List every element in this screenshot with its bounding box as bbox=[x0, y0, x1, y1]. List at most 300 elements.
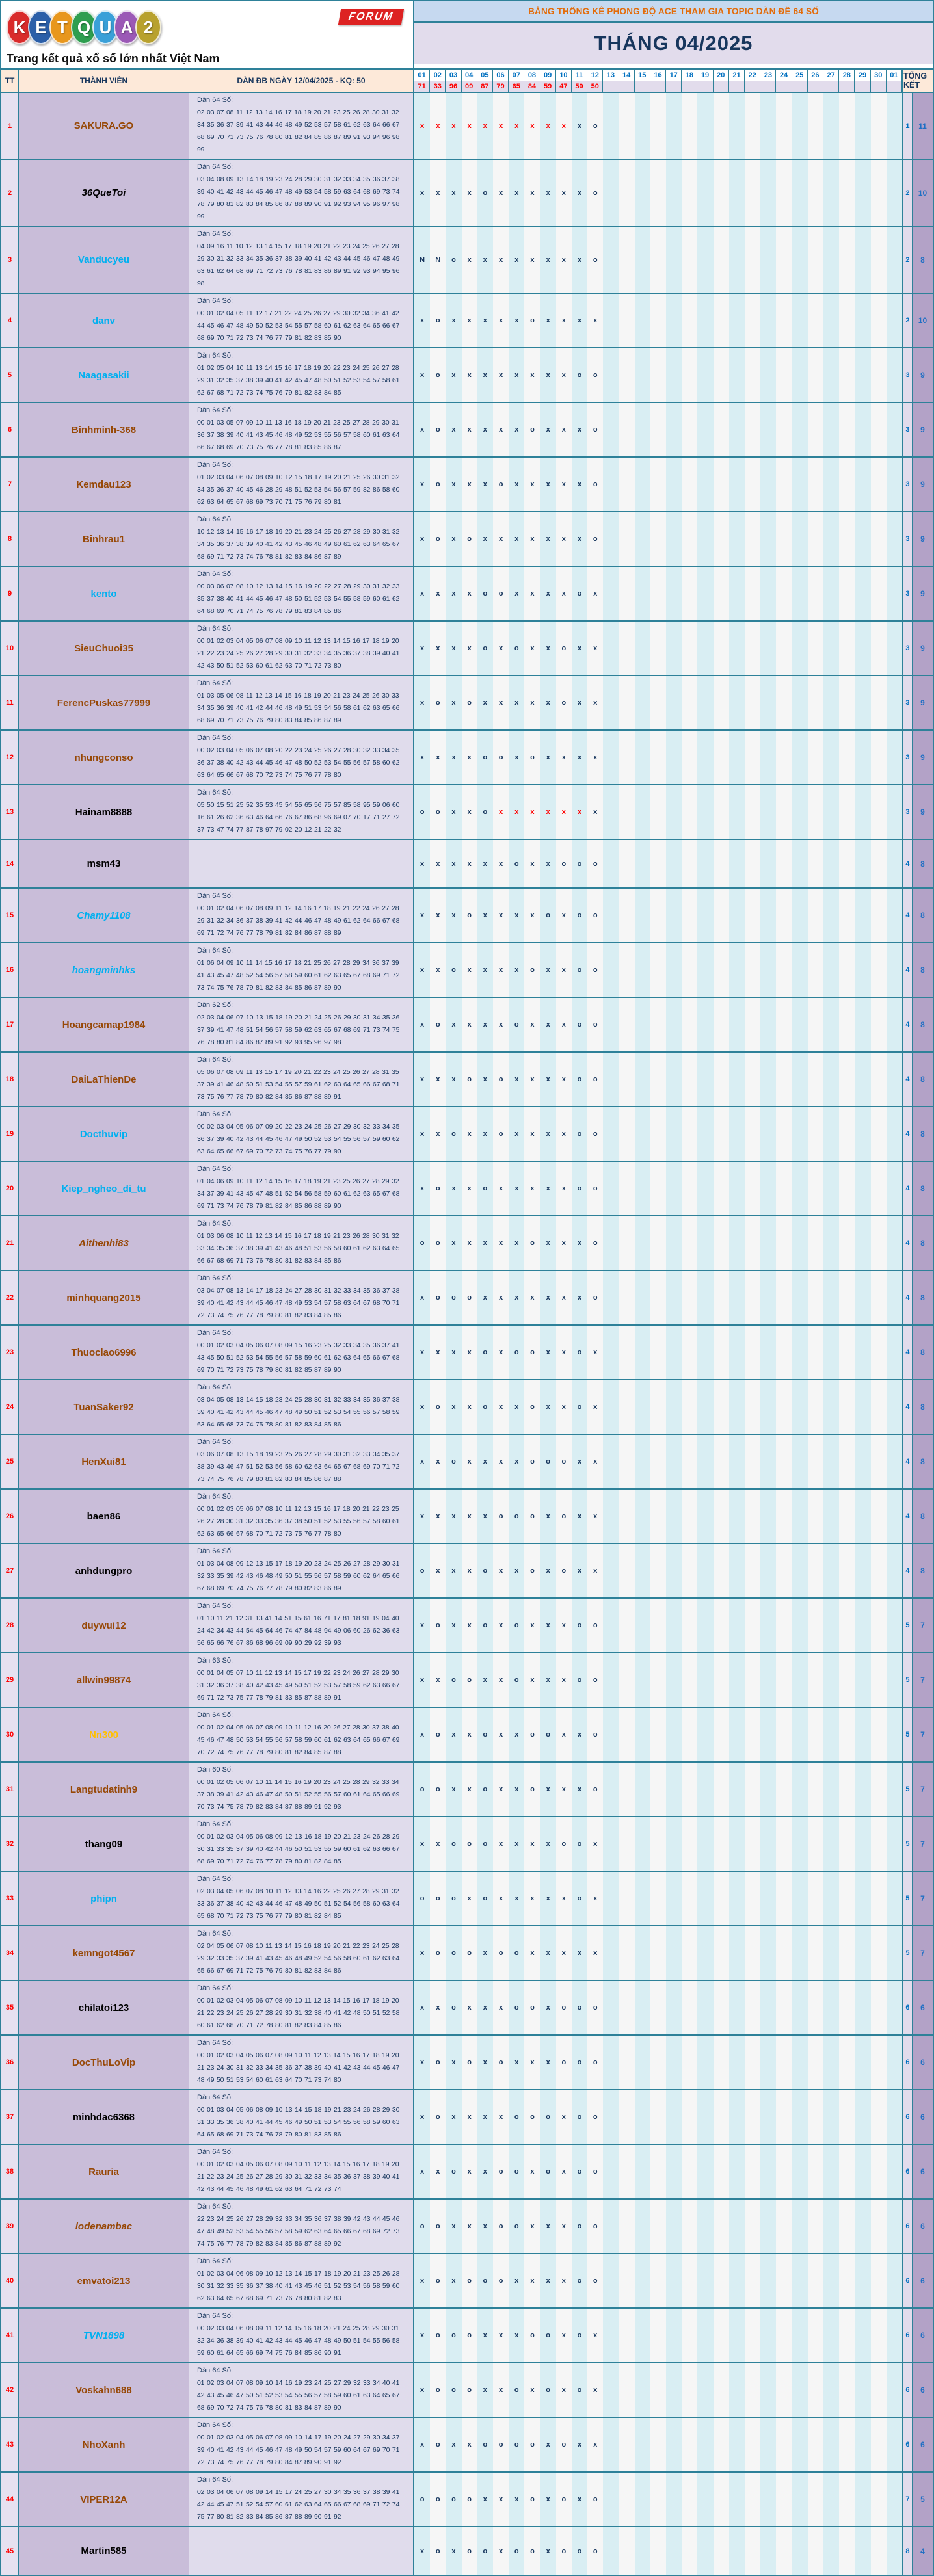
wins-cell: 4 bbox=[902, 998, 913, 1051]
day-mark-cell bbox=[603, 227, 619, 293]
day-mark-cell bbox=[887, 998, 902, 1051]
day-mark-cell: x bbox=[556, 512, 572, 566]
day-mark-cell: x bbox=[477, 889, 493, 942]
table-header bbox=[1, 68, 933, 92]
day-mark-cell bbox=[603, 1763, 619, 1816]
day-mark-cell bbox=[839, 840, 855, 887]
day-mark-cell bbox=[729, 1326, 745, 1379]
numbers-list: 01 10 11 21 12 31 13 41 14 51 15 61 16 71 17 81 18 91 19 04 40 24 42 34 43 44 54 45 64 46 74 47 84 48 94 49 06 60 26 62 36 63 56 65 66 76 67 86 68 96 69 09 90 29 92 39 93 bbox=[197, 1614, 400, 1647]
day-mark-cell bbox=[666, 2200, 682, 2253]
day-mark-cell bbox=[603, 840, 619, 887]
day-mark-cell bbox=[823, 1872, 839, 1925]
day-mark-cell bbox=[619, 1216, 635, 1270]
numbers-list: 00 01 02 04 06 07 08 09 11 12 14 16 17 18 19 21 22 24 26 27 28 29 31 32 34 36 37 38 39 41 42 44 46 47 48 49 61 62 64 66 67 68 69 71 72 74 76 77 78 79 81 82 84 86 87 88 89 bbox=[197, 904, 400, 937]
day-mark-cell: o bbox=[477, 1326, 493, 1379]
day-mark-cell bbox=[808, 160, 823, 226]
member-name[interactable]: duywui12 bbox=[19, 1599, 189, 1652]
day-mark-cell bbox=[603, 1872, 619, 1925]
numbers-label: Dàn 60 Số: bbox=[197, 1766, 233, 1774]
day-mark-cell bbox=[823, 731, 839, 784]
day-mark-cell bbox=[871, 731, 887, 784]
numbers-list: 01 03 04 08 09 12 13 15 17 18 19 20 23 24 25 26 27 28 29 30 31 32 33 35 39 42 43 46 48 49 50 51 55 56 57 58 59 60 62 64 65 66 67 68 69 70 74 75 76 77 78 79 80 82 83 86 89 bbox=[197, 1560, 400, 1592]
day-mark-cell bbox=[714, 1708, 729, 1761]
day-mark-cell: x bbox=[477, 2309, 493, 2362]
day-mark-cell: x bbox=[509, 227, 524, 293]
day-mark-cell bbox=[729, 160, 745, 226]
numbers-label: Dàn 64 Số: bbox=[197, 1056, 233, 1064]
numbers-label: Dàn 64 Số: bbox=[197, 96, 233, 104]
logo-letter-icon: 2 bbox=[135, 10, 161, 44]
member-name[interactable]: msm43 bbox=[19, 840, 189, 887]
day-mark-cell: x bbox=[446, 403, 461, 456]
day-mark-cell bbox=[871, 943, 887, 997]
kq-result-cell: 96 bbox=[446, 81, 461, 92]
day-mark-cell: o bbox=[587, 1053, 603, 1106]
day-mark-cell bbox=[839, 512, 855, 566]
member-name[interactable]: SAKURA.GO bbox=[19, 93, 189, 159]
day-mark-cell: x bbox=[540, 2200, 556, 2253]
day-mark-cell bbox=[603, 2363, 619, 2417]
day-mark-cell bbox=[635, 1763, 650, 1816]
day-mark-cell bbox=[729, 1872, 745, 1925]
day-mark-cell bbox=[776, 1271, 792, 1324]
day-mark-cell bbox=[745, 1708, 760, 1761]
day-mark-cell bbox=[887, 2254, 902, 2307]
member-name[interactable]: Nn300 bbox=[19, 1708, 189, 1761]
numbers-list: 01 04 06 09 10 11 12 14 15 16 17 18 19 21 23 25 26 27 28 29 32 34 37 39 41 43 45 47 48 51 52 54 56 58 59 60 61 62 63 65 67 68 69 71 73 74 76 78 79 81 82 84 85 86 88 89 90 bbox=[197, 1177, 400, 1210]
day-mark-cell bbox=[635, 943, 650, 997]
day-mark-cell bbox=[839, 1435, 855, 1488]
member-name[interactable]: hoangminhks bbox=[19, 943, 189, 997]
day-mark-cell: x bbox=[414, 1599, 430, 1652]
member-name[interactable]: TVN1898 bbox=[19, 2309, 189, 2362]
day-mark-cell bbox=[760, 2363, 776, 2417]
day-mark-cell bbox=[871, 1326, 887, 1379]
day-mark-cell bbox=[697, 1490, 713, 1543]
day-mark-cell: o bbox=[430, 403, 446, 456]
member-name[interactable]: 36QueToi bbox=[19, 160, 189, 226]
member-name[interactable]: lodenambac bbox=[19, 2200, 189, 2253]
day-mark-cell: x bbox=[493, 512, 509, 566]
numbers-label: Dàn 64 Số: bbox=[197, 2148, 233, 2156]
day-mark-cell: x bbox=[446, 2090, 461, 2144]
numbers-cell bbox=[189, 1544, 414, 1597]
day-mark-cell bbox=[635, 2309, 650, 2362]
day-mark-cell bbox=[635, 2418, 650, 2471]
day-mark-cell bbox=[682, 2418, 697, 2471]
member-name[interactable]: Docthuvip bbox=[19, 1107, 189, 1161]
day-mark-cell bbox=[808, 676, 823, 729]
day-mark-cell: x bbox=[556, 2090, 572, 2144]
day-mark-cell bbox=[729, 2363, 745, 2417]
table-row bbox=[1, 2526, 933, 2575]
member-name[interactable]: Voskahn688 bbox=[19, 2363, 189, 2417]
day-mark-cell: x bbox=[430, 840, 446, 887]
day-mark-cell bbox=[808, 1981, 823, 2034]
day-mark-cell bbox=[855, 2527, 870, 2575]
row-number: 41 bbox=[1, 2309, 19, 2362]
day-mark-cell bbox=[666, 1271, 682, 1324]
numbers-list: 00 01 02 03 04 05 06 07 08 09 10 11 12 13 14 15 16 17 18 19 20 21 22 23 24 25 26 27 28 29 30 31 32 33 34 35 36 37 38 39 40 41 42 43 44 45 46 48 49 61 62 63 64 71 72 73 74 bbox=[197, 2161, 400, 2193]
day-mark-cell bbox=[792, 227, 808, 293]
day-mark-cell bbox=[714, 567, 729, 620]
day-mark-cell: o bbox=[587, 1981, 603, 2034]
day-mark-cell: x bbox=[556, 93, 572, 159]
member-name[interactable]: HenXui81 bbox=[19, 1435, 189, 1488]
member-name[interactable]: DaiLaThienDe bbox=[19, 1053, 189, 1106]
day-mark-cell bbox=[745, 2363, 760, 2417]
day-mark-cell bbox=[635, 1326, 650, 1379]
day-mark-cell bbox=[714, 2036, 729, 2089]
day-mark-cell bbox=[855, 294, 870, 347]
member-name[interactable]: Thuoclao6996 bbox=[19, 1326, 189, 1379]
day-mark-cell bbox=[697, 2036, 713, 2089]
member-name[interactable]: Chamy1108 bbox=[19, 889, 189, 942]
day-mark-cell: x bbox=[540, 1926, 556, 1980]
month-title: THÁNG 04/2025 bbox=[414, 23, 933, 64]
table-row bbox=[1, 784, 933, 839]
day-mark-cell bbox=[666, 1763, 682, 1816]
day-mark-cell bbox=[855, 1926, 870, 1980]
day-mark-cell: o bbox=[430, 2473, 446, 2526]
day-mark-cell bbox=[839, 1981, 855, 2034]
day-mark-cell bbox=[855, 1216, 870, 1270]
losses-cell: 9 bbox=[913, 512, 933, 566]
day-mark-cell: o bbox=[572, 1653, 587, 1707]
day-mark-cell: o bbox=[524, 1490, 540, 1543]
day-mark-cell: o bbox=[462, 2309, 477, 2362]
member-name[interactable]: emvatoi213 bbox=[19, 2254, 189, 2307]
day-mark-cell bbox=[839, 1926, 855, 1980]
member-name[interactable]: NhoXanh bbox=[19, 2418, 189, 2471]
day-mark-cell: o bbox=[509, 2200, 524, 2253]
day-mark-cell bbox=[745, 2145, 760, 2198]
table-row bbox=[1, 1925, 933, 1980]
member-name[interactable]: DocThuLoVip bbox=[19, 2036, 189, 2089]
member-name[interactable]: minhdac6368 bbox=[19, 2090, 189, 2144]
day-mark-cell bbox=[729, 1763, 745, 1816]
day-mark-cell: o bbox=[556, 1435, 572, 1488]
member-name[interactable]: Hainam8888 bbox=[19, 785, 189, 839]
day-mark-cell bbox=[855, 512, 870, 566]
day-mark-cell: x bbox=[524, 512, 540, 566]
day-mark-cell: x bbox=[509, 1817, 524, 1871]
day-mark-cell bbox=[871, 1653, 887, 1707]
day-mark-cell bbox=[871, 1162, 887, 1215]
day-mark-cell bbox=[887, 1053, 902, 1106]
kq-result-cell bbox=[808, 81, 823, 92]
member-name[interactable]: Kiep_ngheo_di_tu bbox=[19, 1162, 189, 1215]
day-mark-cell: x bbox=[446, 1216, 461, 1270]
day-mark-cell: o bbox=[572, 1872, 587, 1925]
day-mark-cell: x bbox=[414, 160, 430, 226]
day-mark-cell: x bbox=[524, 1107, 540, 1161]
day-mark-cell: o bbox=[524, 1708, 540, 1761]
day-mark-cell bbox=[729, 93, 745, 159]
kq-result-cell bbox=[776, 81, 792, 92]
day-mark-cell: o bbox=[587, 1708, 603, 1761]
losses-cell: 10 bbox=[913, 294, 933, 347]
day-mark-cell: x bbox=[446, 458, 461, 511]
day-mark-cell bbox=[697, 2090, 713, 2144]
day-mark-cell bbox=[619, 2036, 635, 2089]
day-mark-cell: o bbox=[509, 1981, 524, 2034]
day-mark-cell: o bbox=[556, 1490, 572, 1543]
day-mark-cell: x bbox=[430, 1435, 446, 1488]
kq-result-cell bbox=[823, 81, 839, 92]
day-mark-cell: o bbox=[462, 2527, 477, 2575]
day-mark-cell bbox=[729, 1435, 745, 1488]
numbers-list: 02 03 07 08 11 12 13 14 16 17 18 19 20 21 23 25 26 28 30 31 32 34 35 36 37 39 41 43 44 46 48 49 52 53 57 58 61 62 63 64 66 67 68 69 70 71 73 75 76 78 80 81 82 84 85 86 87 89 91 93 94 96 98 99 bbox=[197, 109, 400, 153]
table-row bbox=[1, 1980, 933, 2034]
day-mark-cell bbox=[745, 1380, 760, 1434]
day-mark-cell: x bbox=[524, 1872, 540, 1925]
day-mark-cell bbox=[603, 1599, 619, 1652]
day-mark-cell: x bbox=[540, 1162, 556, 1215]
day-mark-cell bbox=[714, 2254, 729, 2307]
day-mark-cell bbox=[682, 1926, 697, 1980]
table-row bbox=[1, 2307, 933, 2362]
day-mark-cell: o bbox=[446, 2145, 461, 2198]
day-mark-cell bbox=[871, 2145, 887, 2198]
day-mark-cell bbox=[823, 1107, 839, 1161]
day-mark-cell bbox=[839, 1544, 855, 1597]
numbers-list: 10 12 13 14 15 16 17 18 19 20 21 23 24 25 26 27 28 29 30 31 32 34 35 36 37 38 39 40 41 42 43 45 46 48 49 60 61 62 63 64 65 67 68 69 71 72 73 74 76 78 81 82 83 84 86 87 89 bbox=[197, 528, 400, 560]
day-mark-cell bbox=[603, 622, 619, 675]
day-mark-cell: x bbox=[477, 2145, 493, 2198]
day-mark-cell bbox=[745, 943, 760, 997]
day-mark-cell bbox=[714, 2473, 729, 2526]
day-mark-cell bbox=[650, 512, 666, 566]
day-mark-cell: o bbox=[587, 1763, 603, 1816]
day-mark-cell bbox=[682, 2145, 697, 2198]
day-mark-cell: o bbox=[572, 998, 587, 1051]
day-mark-cell bbox=[729, 1544, 745, 1597]
day-mark-cell bbox=[745, 1435, 760, 1488]
day-mark-cell bbox=[855, 2090, 870, 2144]
numbers-list: 00 03 06 07 08 10 12 13 14 15 16 19 20 22 27 28 29 30 31 32 33 35 37 38 40 41 44 45 46 47 48 50 51 52 53 54 55 58 59 60 61 62 64 68 69 70 71 74 75 76 78 79 81 83 84 85 86 bbox=[197, 583, 400, 615]
day-mark-cell bbox=[650, 622, 666, 675]
table-row bbox=[1, 2089, 933, 2144]
day-mark-cell bbox=[697, 676, 713, 729]
member-name[interactable]: Binhrau1 bbox=[19, 512, 189, 566]
wins-cell: 5 bbox=[902, 1817, 913, 1871]
day-mark-cell: x bbox=[446, 1599, 461, 1652]
member-name[interactable]: minhquang2015 bbox=[19, 1271, 189, 1324]
day-mark-cell bbox=[682, 1653, 697, 1707]
day-mark-cell: o bbox=[493, 2200, 509, 2253]
member-name[interactable]: Naagasakii bbox=[19, 348, 189, 402]
day-mark-cell: o bbox=[587, 1162, 603, 1215]
member-name[interactable]: kento bbox=[19, 567, 189, 620]
member-name[interactable]: Martin585 bbox=[19, 2527, 189, 2575]
day-mark-cell bbox=[729, 1708, 745, 1761]
day-mark-cell bbox=[776, 1872, 792, 1925]
day-mark-cell bbox=[650, 1708, 666, 1761]
member-name[interactable]: nhungconso bbox=[19, 731, 189, 784]
member-name[interactable]: Binhminh-368 bbox=[19, 403, 189, 456]
member-name[interactable]: chilatoi123 bbox=[19, 1981, 189, 2034]
member-name[interactable]: anhdungpro bbox=[19, 1544, 189, 1597]
numbers-label: Dàn 64 Số: bbox=[197, 734, 233, 742]
day-mark-cell: o bbox=[587, 458, 603, 511]
day-mark-cell bbox=[682, 1872, 697, 1925]
tong-ket-header: TỔNG KẾT bbox=[902, 70, 933, 92]
day-mark-cell: x bbox=[414, 1380, 430, 1434]
day-mark-cell: x bbox=[493, 2309, 509, 2362]
day-mark-cell bbox=[776, 1435, 792, 1488]
wins-cell: 6 bbox=[902, 2309, 913, 2362]
day-mark-cell bbox=[745, 512, 760, 566]
day-mark-cell: x bbox=[572, 676, 587, 729]
day-mark-cell bbox=[619, 1599, 635, 1652]
day-mark-cell: x bbox=[540, 227, 556, 293]
day-mark-cell bbox=[760, 1599, 776, 1652]
day-mark-cell: x bbox=[446, 889, 461, 942]
member-name[interactable]: Vanducyeu bbox=[19, 227, 189, 293]
day-mark-cell bbox=[697, 1380, 713, 1434]
member-name[interactable]: Hoangcamap1984 bbox=[19, 998, 189, 1051]
day-mark-cell: o bbox=[477, 785, 493, 839]
day-mark-cell bbox=[666, 512, 682, 566]
day-mark-cell bbox=[697, 785, 713, 839]
day-mark-cell bbox=[855, 2363, 870, 2417]
day-mark-cell bbox=[635, 567, 650, 620]
day-mark-cell bbox=[666, 1926, 682, 1980]
member-name[interactable]: phipn bbox=[19, 1872, 189, 1925]
numbers-cell bbox=[189, 1326, 414, 1379]
row-number: 3 bbox=[1, 227, 19, 293]
day-mark-cell bbox=[871, 1107, 887, 1161]
day-mark-cell bbox=[650, 998, 666, 1051]
day-mark-cell bbox=[697, 403, 713, 456]
table-row bbox=[1, 293, 933, 347]
losses-cell: 7 bbox=[913, 1599, 933, 1652]
losses-cell: 9 bbox=[913, 348, 933, 402]
day-mark-cell: x bbox=[462, 2090, 477, 2144]
day-mark-cell bbox=[745, 1981, 760, 2034]
day-mark-cell bbox=[619, 1544, 635, 1597]
member-name[interactable]: Langtudatinh9 bbox=[19, 1763, 189, 1816]
day-mark-cell: x bbox=[493, 227, 509, 293]
day-mark-cell: x bbox=[556, 1926, 572, 1980]
day-mark-cell bbox=[666, 1107, 682, 1161]
member-name[interactable]: VIPER12A bbox=[19, 2473, 189, 2526]
day-mark-cell: x bbox=[462, 840, 477, 887]
day-mark-cell bbox=[603, 731, 619, 784]
day-mark-cell bbox=[760, 1271, 776, 1324]
day-mark-cell: x bbox=[524, 1599, 540, 1652]
day-header-cell: 24 bbox=[776, 70, 792, 81]
day-mark-cell: o bbox=[556, 1817, 572, 1871]
day-mark-cell bbox=[792, 93, 808, 159]
day-mark-cell: x bbox=[414, 676, 430, 729]
day-mark-cell: x bbox=[524, 2254, 540, 2307]
day-mark-cell bbox=[650, 2090, 666, 2144]
day-mark-cell bbox=[887, 943, 902, 997]
day-mark-cell: x bbox=[556, 943, 572, 997]
day-mark-cell bbox=[839, 2145, 855, 2198]
day-mark-cell bbox=[666, 998, 682, 1051]
numbers-label: Dàn 64 Số: bbox=[197, 1984, 233, 1992]
member-name[interactable]: FerencPuskas77999 bbox=[19, 676, 189, 729]
day-mark-cell: o bbox=[540, 1435, 556, 1488]
day-mark-cell: o bbox=[430, 2200, 446, 2253]
day-mark-cell bbox=[666, 1490, 682, 1543]
header-right bbox=[414, 1, 933, 68]
day-mark-cell bbox=[808, 1162, 823, 1215]
day-mark-cell: o bbox=[572, 1326, 587, 1379]
day-mark-cell: o bbox=[572, 1380, 587, 1434]
day-mark-cell: x bbox=[430, 93, 446, 159]
wins-cell: 3 bbox=[902, 622, 913, 675]
member-name[interactable]: kemngot4567 bbox=[19, 1926, 189, 1980]
member-name[interactable]: Aithenhi83 bbox=[19, 1216, 189, 1270]
day-mark-cell: x bbox=[414, 1326, 430, 1379]
day-mark-cell bbox=[887, 731, 902, 784]
day-mark-cell: o bbox=[540, 2363, 556, 2417]
day-mark-cell bbox=[792, 348, 808, 402]
day-mark-cell bbox=[855, 731, 870, 784]
day-mark-cell bbox=[603, 1653, 619, 1707]
numbers-list: 00 01 02 04 05 11 12 17 21 22 24 25 26 27 29 30 32 34 36 41 42 44 45 46 47 48 49 50 52 53 54 55 57 58 60 61 62 63 64 65 66 67 68 69 70 71 72 73 74 76 77 79 81 82 83 85 90 bbox=[197, 309, 400, 342]
numbers-list: 00 01 02 03 04 05 06 07 08 09 15 16 23 25 32 33 34 35 36 37 41 43 45 50 51 52 53 54 55 56 57 58 59 60 61 62 63 64 65 66 67 68 69 70 71 72 73 75 78 79 80 81 82 85 87 89 90 bbox=[197, 1341, 400, 1374]
day-mark-cell bbox=[887, 348, 902, 402]
day-mark-cell bbox=[839, 93, 855, 159]
day-mark-cell: o bbox=[430, 1926, 446, 1980]
member-name[interactable]: Rauria bbox=[19, 2145, 189, 2198]
member-name[interactable]: danv bbox=[19, 294, 189, 347]
day-mark-cell bbox=[760, 1053, 776, 1106]
day-mark-cell bbox=[792, 1817, 808, 1871]
day-mark-cell: x bbox=[540, 512, 556, 566]
day-mark-cell: o bbox=[587, 2145, 603, 2198]
member-name[interactable]: TuanSaker92 bbox=[19, 1380, 189, 1434]
day-mark-cell: x bbox=[462, 1435, 477, 1488]
day-mark-cell bbox=[603, 458, 619, 511]
day-mark-cell bbox=[697, 1926, 713, 1980]
numbers-cell bbox=[189, 567, 414, 620]
day-mark-cell bbox=[729, 1107, 745, 1161]
day-mark-cell bbox=[823, 998, 839, 1051]
member-name[interactable]: Kemdau123 bbox=[19, 458, 189, 511]
day-mark-cell: o bbox=[587, 998, 603, 1051]
member-name[interactable]: baen86 bbox=[19, 1490, 189, 1543]
day-mark-cell bbox=[619, 403, 635, 456]
day-mark-cell: x bbox=[430, 567, 446, 620]
day-mark-cell: x bbox=[462, 943, 477, 997]
member-name[interactable]: allwin99874 bbox=[19, 1653, 189, 1707]
member-name[interactable]: SieuChuoi35 bbox=[19, 622, 189, 675]
member-name[interactable]: thang09 bbox=[19, 1817, 189, 1871]
day-mark-cell bbox=[855, 1599, 870, 1652]
day-mark-cell bbox=[839, 889, 855, 942]
losses-cell: 8 bbox=[913, 1107, 933, 1161]
losses-cell: 9 bbox=[913, 785, 933, 839]
day-mark-cell bbox=[839, 1053, 855, 1106]
numbers-list: 05 06 07 08 09 11 13 15 17 19 20 21 22 23 24 25 26 27 28 31 35 37 39 41 46 48 50 51 53 54 55 57 59 61 62 63 64 65 66 67 68 71 73 75 76 77 78 79 80 82 84 85 86 87 88 89 91 bbox=[197, 1068, 400, 1101]
day-mark-cell: o bbox=[572, 2527, 587, 2575]
day-mark-cell: x bbox=[540, 1490, 556, 1543]
kq-result-cell: 87 bbox=[477, 81, 493, 92]
numbers-cell bbox=[189, 2200, 414, 2253]
day-mark-cell: x bbox=[587, 1872, 603, 1925]
day-mark-cell bbox=[839, 1653, 855, 1707]
day-mark-cell bbox=[603, 2200, 619, 2253]
day-mark-cell bbox=[714, 1053, 729, 1106]
day-mark-cell bbox=[871, 2418, 887, 2471]
day-mark-cell bbox=[871, 294, 887, 347]
